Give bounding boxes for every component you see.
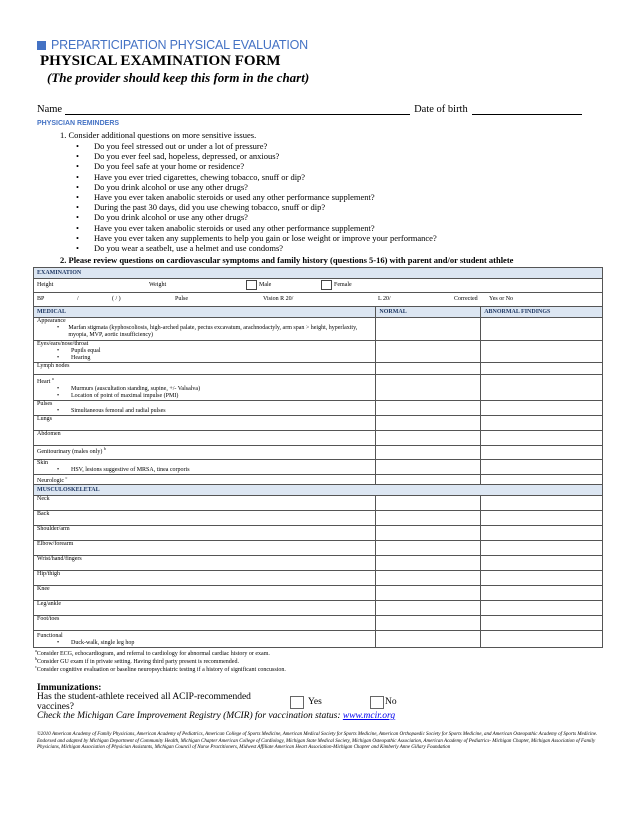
immunizations-question-row: [37, 692, 537, 712]
abnormal-cell[interactable]: [481, 431, 603, 446]
list-item: • Have you ever taken anabolic steroids or used any other performance supplement?: [76, 191, 375, 202]
form-category-text: PREPARTICIPATION PHYSICAL EVALUATION: [51, 38, 308, 52]
normal-cell[interactable]: [376, 446, 481, 460]
form-category-title: [37, 38, 308, 52]
normal-cell[interactable]: [376, 341, 481, 363]
yes-checkbox[interactable]: [290, 696, 304, 709]
appearance-sub: • Marfan stigmata (kyphoscoliosis, high-arched palate, pectus excavatum, arachnodactyly, arm span > height, hyperlaxity, myopia, MVP, aortic insufficiency): [57, 325, 358, 338]
abnormal-cell[interactable]: [481, 556, 603, 571]
reminder-item-1: 1. Consider additional questions on more sensitive issues.: [60, 130, 257, 140]
vision-left-label: L 20/: [378, 296, 391, 302]
dob-label: Date of birth: [414, 104, 468, 115]
corrected-label: Corrected: [454, 296, 478, 302]
form-title: PHYSICAL EXAMINATION FORM: [40, 53, 281, 69]
abnormal-cell[interactable]: [481, 616, 603, 631]
immunizations-question: Has the student-athlete received all ACIP-recommended vaccines?: [37, 692, 251, 712]
heart-label: Heart: [37, 379, 51, 385]
normal-cell[interactable]: [376, 318, 481, 341]
normal-cell[interactable]: [376, 431, 481, 446]
reminder-item-2: 2. Please review questions on cardiovascular symptoms and family history (questions 5-16) with parent and/or student athlete: [60, 255, 514, 265]
normal-cell[interactable]: [376, 616, 481, 631]
bp-pulse-vision-row: [34, 293, 603, 307]
abnormal-cell[interactable]: [481, 363, 603, 375]
abnormal-cell[interactable]: [481, 496, 603, 511]
normal-cell[interactable]: [376, 556, 481, 571]
footnote-c: $^c$Consider cognitive evaluation or baseline neuropsychiatric testing if a history of significant concussion.: [35, 664, 286, 673]
list-item: • Do you ever feel sad, hopeless, depressed, or anxious?: [76, 151, 280, 162]
immunizations-heading: Immunizations:: [37, 683, 102, 693]
musculo-row-label: Knee: [34, 586, 376, 601]
eyes-label: Eyes/ears/nose/throat: [37, 341, 89, 347]
abnormal-cell[interactable]: [481, 375, 603, 401]
abnormal-cell[interactable]: [481, 571, 603, 586]
skin-cell: [34, 460, 376, 475]
list-item: • Do you drink alcohol or use any other drugs?: [76, 181, 248, 192]
exam-table: [33, 267, 603, 648]
skin-label: Skin: [37, 460, 49, 466]
weight-label: Weight: [149, 282, 167, 288]
gu-footnote-mark: b: [103, 446, 106, 451]
musculo-row-label: Foot/toes: [34, 616, 376, 631]
no-label: No: [385, 697, 397, 707]
musculoskeletal-heading: MUSCULOSKELETAL: [34, 485, 603, 496]
skin-sub: • HSV, lesions suggestive of MRSA, tinea corporis: [57, 467, 190, 473]
abnormal-heading: ABNORMAL FINDINGS: [481, 307, 603, 318]
functional-label: Functional: [37, 633, 63, 639]
female-label: Female: [334, 282, 352, 288]
functional-sub: • Duck-walk, single leg hop: [57, 640, 135, 646]
eyes-sub-pupils: • Pupils equal: [57, 348, 101, 354]
normal-cell[interactable]: [376, 601, 481, 616]
heart-sub-pmi: • Location of point of maximal impulse (PMI): [57, 393, 179, 399]
abnormal-cell[interactable]: [481, 446, 603, 460]
neuro-footnote-mark: c: [65, 475, 68, 480]
functional-cell: [34, 631, 376, 648]
abdomen-label: Abdomen: [34, 431, 376, 446]
square-bullet-icon: [37, 41, 46, 50]
mcir-line: [37, 711, 395, 721]
normal-heading: NORMAL: [376, 307, 481, 318]
reminder-bullet-list: [76, 141, 437, 253]
lymph-label: Lymph nodes: [34, 363, 376, 375]
mcir-link[interactable]: www.mcir.org: [342, 711, 396, 721]
bp-slash: /: [77, 296, 79, 302]
heart-footnote-mark: a: [51, 376, 54, 381]
list-item: • Have you ever tried cigarettes, chewing tobacco, snuff or dip?: [76, 171, 306, 182]
musculo-row-label: Wrist/hand/fingers: [34, 556, 376, 571]
musculo-row-label: Hip/thigh: [34, 571, 376, 586]
list-item: • Have you ever taken anabolic steroids or used any other performance supplement?: [76, 222, 375, 233]
abnormal-cell[interactable]: [481, 416, 603, 431]
normal-cell[interactable]: [376, 511, 481, 526]
list-item: • During the past 30 days, did you use chewing tobacco, snuff or dip?: [76, 202, 326, 213]
bp-paren: ( / ): [112, 296, 121, 302]
musculo-row-label: Neck: [34, 496, 376, 511]
yes-label: Yes: [308, 697, 322, 707]
normal-cell[interactable]: [376, 631, 481, 648]
abnormal-cell[interactable]: [481, 541, 603, 556]
name-label: Name: [37, 104, 63, 115]
female-checkbox[interactable]: [321, 280, 332, 290]
form-subtitle: (The provider should keep this form in the chart): [47, 70, 310, 85]
normal-cell[interactable]: [376, 416, 481, 431]
examination-heading: EXAMINATION: [34, 268, 603, 279]
height-label: Height: [37, 282, 54, 288]
normal-cell[interactable]: [376, 375, 481, 401]
gu-cell: [34, 446, 376, 460]
normal-cell[interactable]: [376, 571, 481, 586]
abnormal-cell[interactable]: [481, 631, 603, 648]
reminders-heading: PHYSICIAN REMINDERS: [37, 120, 120, 127]
abnormal-cell[interactable]: [481, 526, 603, 541]
normal-cell[interactable]: [376, 363, 481, 375]
abnormal-cell[interactable]: [481, 511, 603, 526]
eyes-sub-hearing: • Hearing: [57, 355, 91, 361]
vision-right-label: Vision R 20/: [263, 296, 294, 302]
dob-field[interactable]: [472, 103, 582, 115]
bp-label: BP: [37, 296, 45, 302]
appearance-cell: [34, 318, 376, 341]
copyright-notice: ©2010 American Academy of Family Physicians, American Academy of Pediatrics, American College of Sports Medicine, American Medical Society for Sports Medicine, American Orthopaedic Society for Sports Medicine, and American Osteopathic Academy of Sports Medicine. Endorsed and adapted by Michigan Department of Community Health, Michigan Chapter American College of Cardiology, Michigan State Medical Society, Michigan Osteopathic Association, American Academy of Pediatrics- Michigan Chapter, Michigan Association of Family Physicians, Michigan Association of Physician Assistants, Michigan Council of Nurse Practitioners, Midwest Affiliate American Heart Association-Michigan Chapter and Kimberly Anne Gillary Foundation: [37, 732, 598, 750]
corrected-yes-no: Yes or No: [489, 296, 514, 302]
abnormal-cell[interactable]: [481, 401, 603, 416]
pulses-cell: [34, 401, 376, 416]
abnormal-cell[interactable]: [481, 341, 603, 363]
list-item: • Do you drink alcohol or use any other drugs?: [76, 212, 248, 223]
normal-cell[interactable]: [376, 541, 481, 556]
heart-cell: [34, 375, 376, 401]
list-item: • Do you feel stressed out or under a lot of pressure?: [76, 141, 268, 151]
height-weight-row: [34, 279, 603, 293]
abnormal-cell[interactable]: [481, 318, 603, 341]
abnormal-cell[interactable]: [481, 601, 603, 616]
eyes-cell: [34, 341, 376, 363]
neuro-label: Neurologic: [37, 478, 64, 484]
list-item: • Do you feel safe at your home or residence?: [76, 161, 245, 172]
abnormal-cell[interactable]: [481, 586, 603, 601]
neuro-cell: [34, 475, 376, 485]
appearance-label: Appearance: [37, 318, 66, 324]
footnote-b: $^b$Consider GU exam if in private setting. Having third party present is recommended.: [35, 656, 239, 665]
abnormal-cell[interactable]: [481, 460, 603, 475]
male-checkbox[interactable]: [246, 280, 257, 290]
normal-cell[interactable]: [376, 496, 481, 511]
footnote-a: $^a$Consider ECG, echocardiogram, and referral to cardiology for abnormal cardiac history or exam.: [35, 648, 270, 657]
pulses-label: Pulses: [37, 401, 53, 407]
normal-cell[interactable]: [376, 586, 481, 601]
no-checkbox[interactable]: [370, 696, 384, 709]
normal-cell[interactable]: [376, 475, 481, 485]
pulses-sub: • Simultaneous femoral and radial pulses: [57, 408, 166, 414]
musculo-row-label: Elbow/forearm: [34, 541, 376, 556]
normal-cell[interactable]: [376, 401, 481, 416]
musculo-row-label: Shoulder/arm: [34, 526, 376, 541]
name-field[interactable]: [65, 103, 410, 115]
heart-label-wrap: [37, 375, 372, 386]
lungs-label: Lungs: [34, 416, 376, 431]
medical-heading: MEDICAL: [34, 307, 376, 318]
musculo-row-label: Back: [34, 511, 376, 526]
name-row: [37, 103, 602, 115]
mcir-text: Check the Michigan Care Improvement Registry (MCIR) for vaccination status:: [37, 711, 343, 721]
heart-sub-murmurs: • Murmurs (auscultation standing, supine, +/- Valsalva): [57, 386, 201, 392]
male-label: Male: [259, 282, 272, 288]
gu-label: Genitourinary (males only): [37, 449, 103, 455]
list-item: • Do you wear a seatbelt, use a helmet and use condoms?: [76, 242, 284, 253]
normal-cell[interactable]: [376, 526, 481, 541]
abnormal-cell[interactable]: [481, 475, 603, 485]
musculo-row-label: Leg/ankle: [34, 601, 376, 616]
pulse-label: Pulse: [175, 296, 189, 302]
list-item: • Have you ever taken any supplements to help you gain or lose weight or improve your performance?: [76, 232, 437, 243]
normal-cell[interactable]: [376, 460, 481, 475]
